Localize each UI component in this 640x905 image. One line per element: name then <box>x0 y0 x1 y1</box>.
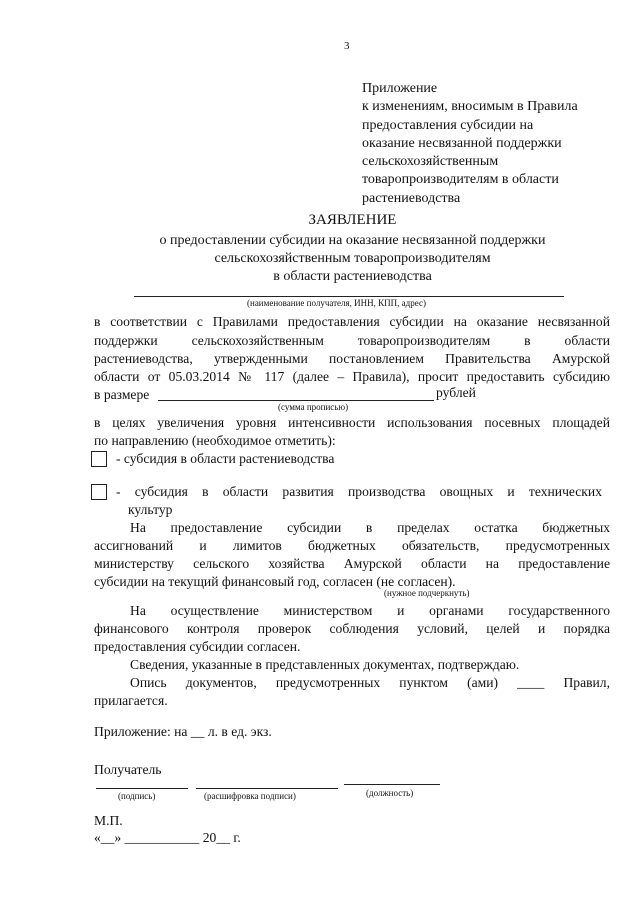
para4-line: На осуществление министерством и органами государственного <box>130 603 610 618</box>
para1-line: области от 05.03.2014 № 117 (далее – Правила), просит предоставить субсидию <box>94 369 610 384</box>
subtitle-line: о предоставлении субсидии на оказание несвязанной поддержки <box>159 233 546 248</box>
para1-line: поддержки сельскохозяйственным товаропроизводителям в области <box>94 333 610 348</box>
document-title: ЗАЯВЛЕНИЕ <box>308 212 397 228</box>
appendix-line: растениеводства <box>362 190 461 206</box>
para5: Сведения, указанные в представленных документах, подтверждаю. <box>130 657 520 672</box>
amount-caption: (сумма прописью) <box>278 402 349 412</box>
seal-label: М.П. <box>94 813 123 828</box>
subtitle-line: в области растениеводства <box>273 269 432 284</box>
appendix-block <box>362 80 632 208</box>
position-field[interactable] <box>344 784 440 785</box>
appendix-line: к изменениям, вносимым в Правила <box>362 99 578 115</box>
signature-decoding-field[interactable] <box>196 788 338 789</box>
amount-field[interactable] <box>158 400 434 401</box>
appendix-line: оказание несвязанной поддержки <box>362 135 562 151</box>
option-label: - субсидия в области развития производства овощных и технических <box>116 484 602 499</box>
para1-line: растениеводства, утвержденными постановлением Правительства Амурской <box>94 351 610 366</box>
appendix-line: товаропроизводителям в области <box>362 172 559 188</box>
checkbox-vegetables-technical[interactable] <box>91 484 107 500</box>
para4-line: предоставления субсидии согласен. <box>94 639 301 654</box>
option-label: - субсидия в области растениеводства <box>116 451 335 466</box>
para1-line: в соответствии с Правилами предоставления субсидии на оказание несвязанной <box>94 314 610 329</box>
subtitle-line: сельскохозяйственным товаропроизводителям <box>214 251 491 266</box>
attachment-line: Приложение: на __ л. в ед. экз. <box>94 724 272 739</box>
para3-line: На предоставление субсидии в пределах остатка бюджетных <box>130 520 610 535</box>
para3-line: министерству сельского хозяйства Амурской области на предоставление <box>94 556 610 571</box>
signature-caption: (подпись) <box>118 791 156 801</box>
date-line[interactable]: «__» ___________ 20__ г. <box>94 830 241 845</box>
recipient-caption: (наименование получателя, ИНН, КПП, адрес) <box>247 298 426 308</box>
checkbox-crop-production[interactable] <box>91 451 107 467</box>
amount-suffix: рублей <box>436 385 476 400</box>
para3-line: ассигнований и лимитов бюджетных обязательств, предусмотренных <box>94 538 610 553</box>
signature-field[interactable] <box>96 788 188 789</box>
para2-line: по направлению (необходимое отметить): <box>94 433 336 448</box>
recipient-line[interactable] <box>134 296 564 297</box>
para6-line: прилагается. <box>94 693 168 708</box>
para2-line: в целях увеличения уровня интенсивности использования посевных площадей <box>94 415 610 430</box>
appendix-line: предоставления субсидии на <box>362 117 534 133</box>
decoding-caption: (расшифровка подписи) <box>204 791 296 801</box>
appendix-line: сельскохозяйственным <box>362 154 499 170</box>
appendix-line: Приложение <box>362 81 438 96</box>
option-label-continued: культур <box>128 502 173 517</box>
page-number: 3 <box>344 40 350 52</box>
para3-line: субсидии на текущий финансовый год, согласен (не согласен). <box>94 574 456 589</box>
recipient-label: Получатель <box>94 762 162 777</box>
amount-prefix: в размере <box>94 387 150 402</box>
position-caption: (должность) <box>366 788 414 798</box>
para4-line: финансового контроля проверок соблюдения условий, целей и порядка <box>94 621 610 636</box>
para6-line: Опись документов, предусмотренных пунктом (ами) ____ Правил, <box>130 675 610 690</box>
underline-caption: (нужное подчеркнуть) <box>384 588 470 598</box>
